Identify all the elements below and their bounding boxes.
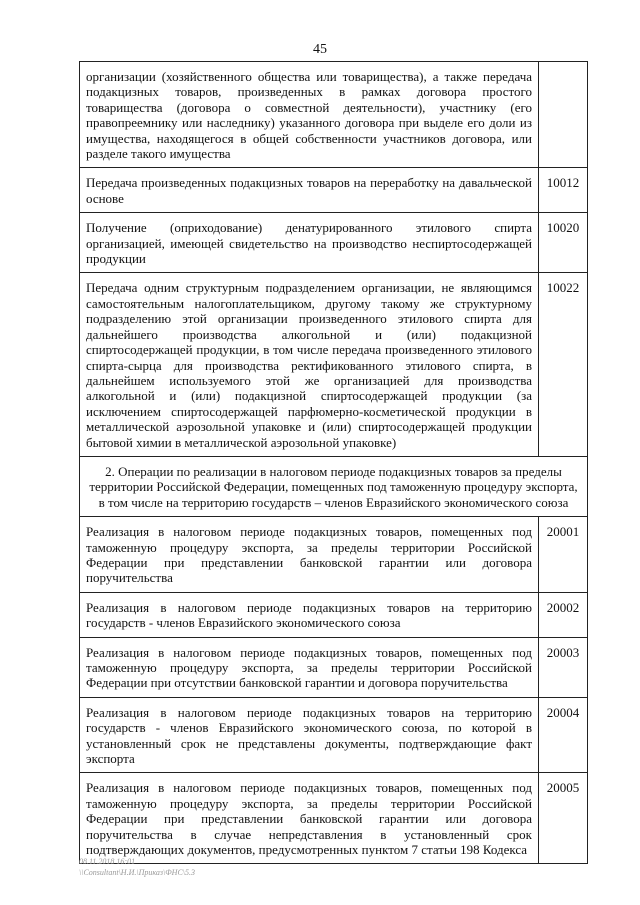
footer-file-path: \\Consultant\Н.И.\Приказ\ФНС\5.3	[79, 868, 195, 877]
section-heading: 2. Операции по реализации в налоговом периоде подакцизных товаров за пределы территории Российской Федерации, помещенных под таможенную процедуру экспорта, в том числе на территорию государств – членов Евразийского экономического союза	[80, 456, 588, 516]
table-row	[80, 168, 588, 213]
operation-code: 20004	[539, 697, 588, 773]
section-header-row	[80, 456, 588, 516]
table-row	[80, 517, 588, 593]
operation-code: 20003	[539, 637, 588, 697]
operation-code	[539, 62, 588, 168]
operation-description: Реализация в налоговом периоде подакцизных товаров на территорию государств - членов Евразийского экономического союза	[80, 592, 539, 637]
operation-code: 20001	[539, 517, 588, 593]
operation-description: организации (хозяйственного общества или товарищества), а также передача подакцизных товаров, произведенных в рамках договора простого товарищества (договора о совместной деятельности), участнику (его правопреемнику или наследнику) указанного договора при выделе его доли из имущества, находящегося в общей собственности участников договора, или разделе такого имущества	[80, 62, 539, 168]
table-row	[80, 592, 588, 637]
table-row	[80, 697, 588, 773]
table-row	[80, 213, 588, 273]
operation-description: Реализация в налоговом периоде подакцизных товаров, помещенных под таможенную процедуру экспорта, за пределы территории Российской Федерации при представлении банковской гарантии или договора поручительства в случае непредставления в установленный срок подтверждающих документов, предусмотренных пунктом 7 статьи 198 Кодекса	[80, 773, 539, 864]
operation-codes-table	[79, 61, 588, 864]
operation-description: Реализация в налоговом периоде подакцизных товаров, помещенных под таможенную процедуру экспорта, за пределы территории Российской Федерации при представлении банковской гарантии или договора поручительства	[80, 517, 539, 593]
document-footer-stamp	[79, 856, 195, 878]
operation-description: Передача произведенных подакцизных товаров на переработку на давальческой основе	[80, 168, 539, 213]
operation-code: 20002	[539, 592, 588, 637]
table-row	[80, 637, 588, 697]
table-row	[80, 62, 588, 168]
operation-description: Реализация в налоговом периоде подакцизных товаров, помещенных под таможенную процедуру экспорта, за пределы территории Российской Федерации при отсутствии банковской гарантии и договора поручительства	[80, 637, 539, 697]
operation-description: Передача одним структурным подразделением организации, не являющимся самостоятельным налогоплательщиком, другому такому же структурному подразделению этой организации произведенного этилового спирта для дальнейшего производства алкогольной и (или) подакцизной спиртосодержащей продукции, в том числе передача произведенного этилового спирта-сырца для производства ректификованного этилового спирта, в дальнейшем используемого этой же организацией для производства алкогольной и (или) подакцизной спиртосодержащей продукции (за исключением спиртосодержащей парфюмерно-косметической продукции в металлической аэрозольной упаковке и (или) спиртосодержащей продукции бытовой химии в металлической аэрозольной упаковке)	[80, 273, 539, 456]
table-row	[80, 773, 588, 864]
operation-code: 10020	[539, 213, 588, 273]
footer-timestamp: 08.11.2018 16:01	[79, 857, 136, 866]
page-number: 45	[313, 42, 327, 57]
operation-code: 10022	[539, 273, 588, 456]
operation-description: Получение (оприходование) денатурированного этилового спирта организацией, имеющей свидетельство на производство неспиртосодержащей продукции	[80, 213, 539, 273]
operation-code: 10012	[539, 168, 588, 213]
operation-code: 20005	[539, 773, 588, 864]
table-row	[80, 273, 588, 456]
operation-description: Реализация в налоговом периоде подакцизных товаров на территорию государств - членов Евразийского экономического союза, по которой в установленный срок не представлены документы, подтверждающие факт экспорта	[80, 697, 539, 773]
